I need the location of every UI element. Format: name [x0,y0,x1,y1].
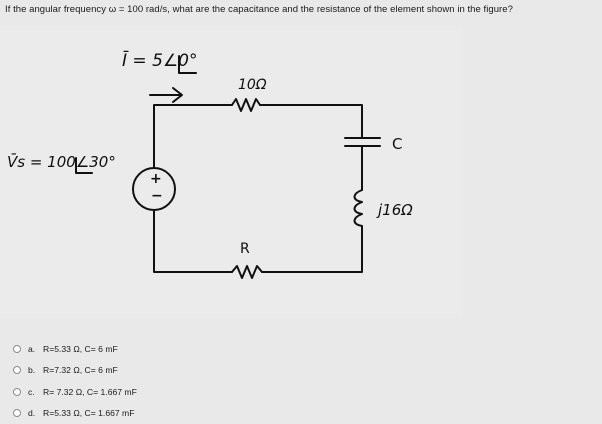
wire-top-left [154,105,232,167]
source-plus-sign: + [150,171,162,187]
radio-button-d[interactable] [13,409,21,417]
resistor-bottom-label: R [240,241,250,257]
circuit-diagram [0,25,463,319]
option-text: R= 7.32 Ω, C= 1.667 mF [43,387,137,397]
option-a[interactable] [13,338,137,360]
option-letter: a. [28,344,38,354]
option-c[interactable] [13,381,137,403]
impedance-label: j16Ω [378,201,413,219]
inductor [355,190,363,226]
current-arrow [150,88,182,102]
current-label: Ī = 5∠0° [122,51,197,71]
resistor-top-label: 10Ω [238,77,267,93]
question-text: If the angular frequency ω = 100 rad/s, what are the capacitance and the resistance of the element shown in the figure? [5,4,513,15]
option-letter: c. [28,387,38,397]
option-text: R=5.33 Ω, C= 6 mF [43,344,118,354]
option-b[interactable] [13,360,137,382]
source-label: V̄s = 100∠30° [7,153,116,171]
source-minus-sign: − [151,188,163,204]
capacitor-label: C [392,135,402,153]
option-d[interactable] [13,403,137,424]
wire-top-right [260,105,362,138]
radio-button-c[interactable] [13,388,21,396]
circuit-figure [0,25,463,319]
option-text: R=7.32 Ω, C= 6 mF [43,365,118,375]
wire-right-bottom [262,226,362,272]
wire-bottom-left [154,210,232,272]
answer-options [13,338,137,424]
radio-button-b[interactable] [13,366,21,374]
option-text: R=5.33 Ω, C= 1.667 mF [43,408,134,418]
radio-button-a[interactable] [13,345,21,353]
option-letter: b. [28,365,38,375]
resistor-top [232,99,260,111]
resistor-bottom [232,266,262,278]
option-letter: d. [28,408,38,418]
